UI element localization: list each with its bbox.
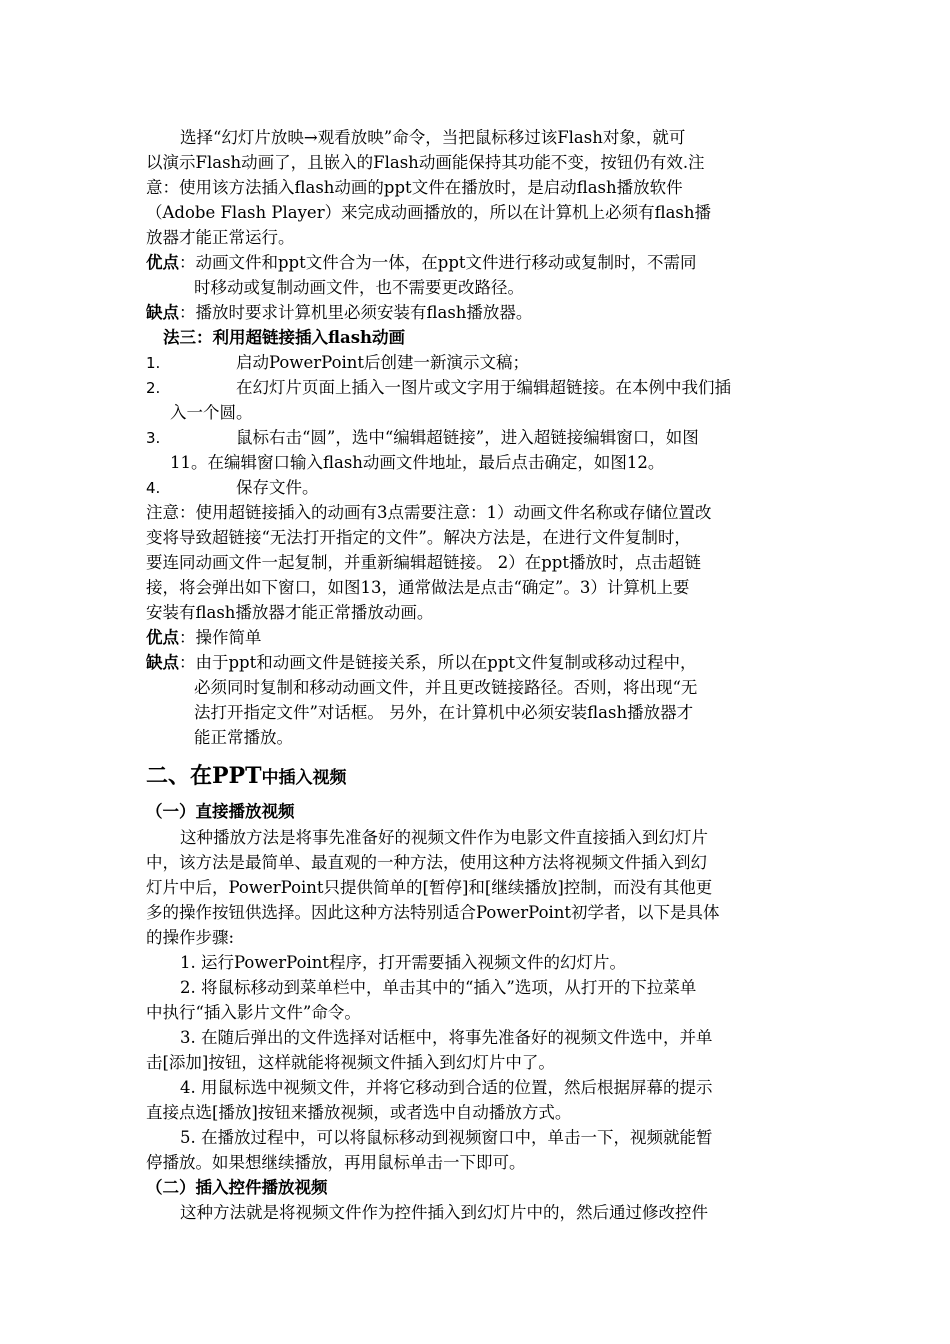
cons-2-line2: 必须同时复制和移动动画文件，并且更改链接路径。否则，将出现“无: [194, 678, 698, 697]
subsection-1-heading: （一）直接播放视频: [146, 802, 295, 821]
sub1-step5b: 停播放。如果想继续播放，再用鼠标单击一下即可。: [146, 1153, 526, 1172]
sub1-line4: 多的操作按钮供选择。因此这种方法特别适合PowerPoint初学者，以下是具体: [146, 903, 720, 922]
cons-2-line4: 能正常播放。: [194, 728, 293, 747]
note-line2: 变将导致超链接“无法打开指定的文件”。解决方法是，在进行文件复制时，: [146, 528, 691, 547]
pros-1-line2: 时移动或复制动画文件，也不需要更改路径。: [194, 278, 524, 297]
step-4: 4. 保存文件。: [146, 478, 319, 497]
pros-text: ：动画文件和ppt文件合为一体，在ppt文件进行移动或复制时，不需同: [179, 253, 697, 272]
p1-line2: 以演示Flash动画了，且嵌入的Flash动画能保持其功能不变，按钮仍有效.注: [146, 153, 705, 172]
sub2-line1: 这种方法就是将视频文件作为控件插入到幻灯片中的，然后通过修改控件: [180, 1203, 708, 1222]
pros-label: 优点: [146, 253, 179, 272]
sub1-step3a: 3. 在随后弹出的文件选择对话框中，将事先准备好的视频文件选中，并单: [180, 1028, 713, 1047]
cons-2: [146, 651, 697, 675]
sub1-line1: 这种播放方法是将事先准备好的视频文件作为电影文件直接插入到幻灯片: [180, 828, 708, 847]
sub1-step5a: 5. 在播放过程中，可以将鼠标移动到视频窗口中，单击一下，视频就能暂: [180, 1128, 713, 1147]
step-2-cont: 入一个圆。: [170, 403, 253, 422]
p1-line1: 选择“幻灯片放映→观看放映”命令，当把鼠标移过该Flash对象，就可: [180, 128, 686, 147]
step-3: 3. 鼠标右击“圆”，选中“编辑超链接”，进入超链接编辑窗口，如图: [146, 428, 699, 447]
sub1-line2: 中，该方法是最简单、最直观的一种方法，使用这种方法将视频文件插入到幻: [146, 853, 707, 872]
sub1-step2b: 中执行“插入影片文件”命令。: [146, 1003, 361, 1022]
method3-heading: 法三：利用超链接插入flash动画: [163, 328, 405, 347]
section-heading: 二、在PPT中插入视频: [146, 763, 347, 789]
cons-text: ：由于ppt和动画文件是链接关系，所以在ppt文件复制或移动过程中，: [179, 653, 697, 672]
pros-2: [146, 626, 262, 650]
pros-1: [146, 251, 697, 275]
note-line4: 接，将会弹出如下窗口，如图13，通常做法是点击“确定”。3）计算机上要: [146, 578, 690, 597]
sub1-step4a: 4. 用鼠标选中视频文件，并将它移动到合适的位置，然后根据屏幕的提示: [180, 1078, 713, 1097]
sub1-step4b: 直接点选[播放]按钮来播放视频，或者选中自动播放方式。: [146, 1103, 572, 1122]
cons-label: 缺点: [146, 653, 179, 672]
p1-line3: 意：使用该方法插入flash动画的ppt文件在播放时，是启动flash播放软件: [146, 178, 683, 197]
sub1-line5: 的操作步骤:: [146, 928, 235, 947]
step-2: 2. 在幻灯片页面上插入一图片或文字用于编辑超链接。在本例中我们插: [146, 378, 731, 397]
cons-label: 缺点: [146, 303, 179, 322]
cons-text: ：播放时要求计算机里必须安装有flash播放器。: [179, 303, 533, 322]
pros-label: 优点: [146, 628, 179, 647]
sub1-step1: 1. 运行PowerPoint程序，打开需要插入视频文件的幻灯片。: [180, 953, 627, 972]
step-3-cont: 11。在编辑窗口输入flash动画文件地址，最后点击确定，如图12。: [170, 453, 665, 472]
note-line1: 注意：使用超链接插入的动画有3点需要注意：1）动画文件名称或存储位置改: [146, 503, 712, 522]
p1-line4: （Adobe Flash Player）来完成动画播放的，所以在计算机上必须有flash播: [146, 203, 712, 222]
subsection-2-heading: （二）插入控件播放视频: [146, 1178, 328, 1197]
pros-text: ：操作简单: [179, 628, 262, 647]
note-line3: 要连同动画文件一起复制，并重新编辑超链接。 2）在ppt播放时，点击超链: [146, 553, 701, 572]
cons-2-line3: 法打开指定文件”对话框。 另外，在计算机中必须安装flash播放器才: [194, 703, 694, 722]
step-1: 1. 启动PowerPoint后创建一新演示文稿；: [146, 353, 530, 372]
sub1-step3b: 击[添加]按钮，这样就能将视频文件插入到幻灯片中了。: [146, 1053, 555, 1072]
sub1-line3: 灯片中后，PowerPoint只提供简单的[暂停]和[继续播放]控制，而没有其他更: [146, 878, 713, 897]
p1-line5: 放器才能正常运行。: [146, 228, 295, 247]
sub1-step2a: 2. 将鼠标移动到菜单栏中，单击其中的“插入”选项，从打开的下拉菜单: [180, 978, 697, 997]
note-line5: 安装有flash播放器才能正常播放动画。: [146, 603, 434, 622]
cons-1: [146, 301, 532, 325]
